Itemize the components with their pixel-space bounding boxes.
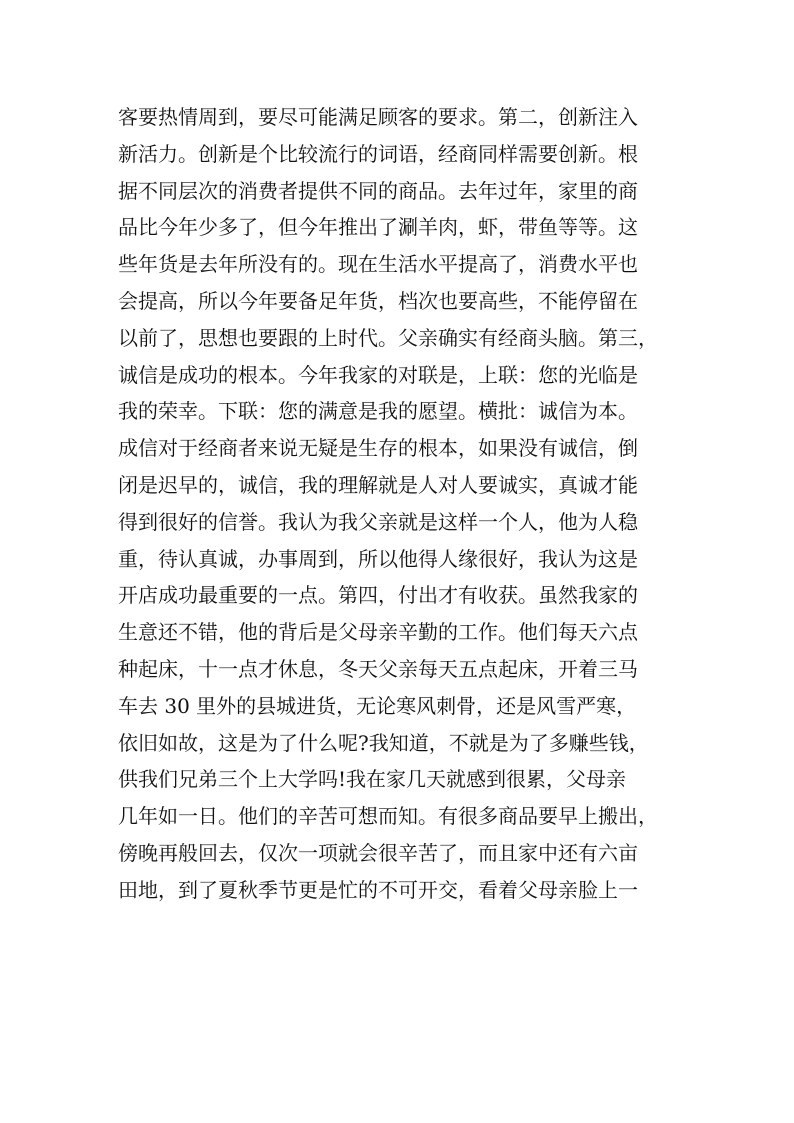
text-line: 会提高，所以今年要备足年货，档次也要高些，不能停留在 xyxy=(118,288,638,313)
text-line: 以前了，思想也要跟的上时代。父亲确实有经商头脑。第三， xyxy=(118,325,658,350)
text-line: 生意还不错，他的背后是父母亲辛勤的工作。他们每天六点 xyxy=(118,620,638,645)
text-line: 傍晚再般回去，仅次一项就会很辛苦了，而且家中还有六亩 xyxy=(118,840,638,865)
text-line: 客要热情周到，要尽可能满足顾客的要求。第二，创新注入 xyxy=(118,105,638,129)
text-line: 依旧如故，这是为了什么呢?我知道，不就是为了多赚些钱， xyxy=(118,730,649,755)
text-line: 车去 30 里外的县城进货，无论寒风刺骨，还是风雪严寒， xyxy=(118,693,637,718)
text-line: 我的荣幸。下联：您的满意是我的愿望。横批：诚信为本。 xyxy=(118,399,638,424)
body-text xyxy=(118,99,688,909)
text-line: 田地，到了夏秋季节更是忙的不可开交，看着父母亲脸上一 xyxy=(118,877,638,902)
text-line: 据不同层次的消费者提供不同的商品。去年过年，家里的商 xyxy=(118,178,638,203)
text-line: 重，待认真诚，办事周到，所以他得人缘很好，我认为这是 xyxy=(118,546,638,571)
text-line: 品比今年少多了，但今年推出了涮羊肉，虾，带鱼等等。这 xyxy=(118,215,638,240)
text-line: 供我们兄弟三个上大学吗!我在家几天就感到很累，父母亲 xyxy=(118,767,627,792)
text-line: 些年货是去年所没有的。现在生活水平提高了，消费水平也 xyxy=(118,252,638,277)
text-line: 几年如一日。他们的辛苦可想而知。有很多商品要早上搬出， xyxy=(118,804,658,829)
text-line: 诚信是成功的根本。今年我家的对联是，上联：您的光临是 xyxy=(118,362,638,387)
text-line: 闭是迟早的，诚信，我的理解就是人对人要诚实，真诚才能 xyxy=(118,472,638,497)
text-line: 新活力。创新是个比较流行的词语，经商同样需要创新。根 xyxy=(118,141,638,166)
text-line: 成信对于经商者来说无疑是生存的根本，如果没有诚信，倒 xyxy=(118,436,638,461)
text-line: 种起床，十一点才休息，冬天父亲每天五点起床，开着三马 xyxy=(118,656,638,681)
text-line: 开店成功最重要的一点。第四，付出才有收获。虽然我家的 xyxy=(118,583,638,608)
text-line: 得到很好的信誉。我认为我父亲就是这样一个人，他为人稳 xyxy=(118,509,638,534)
